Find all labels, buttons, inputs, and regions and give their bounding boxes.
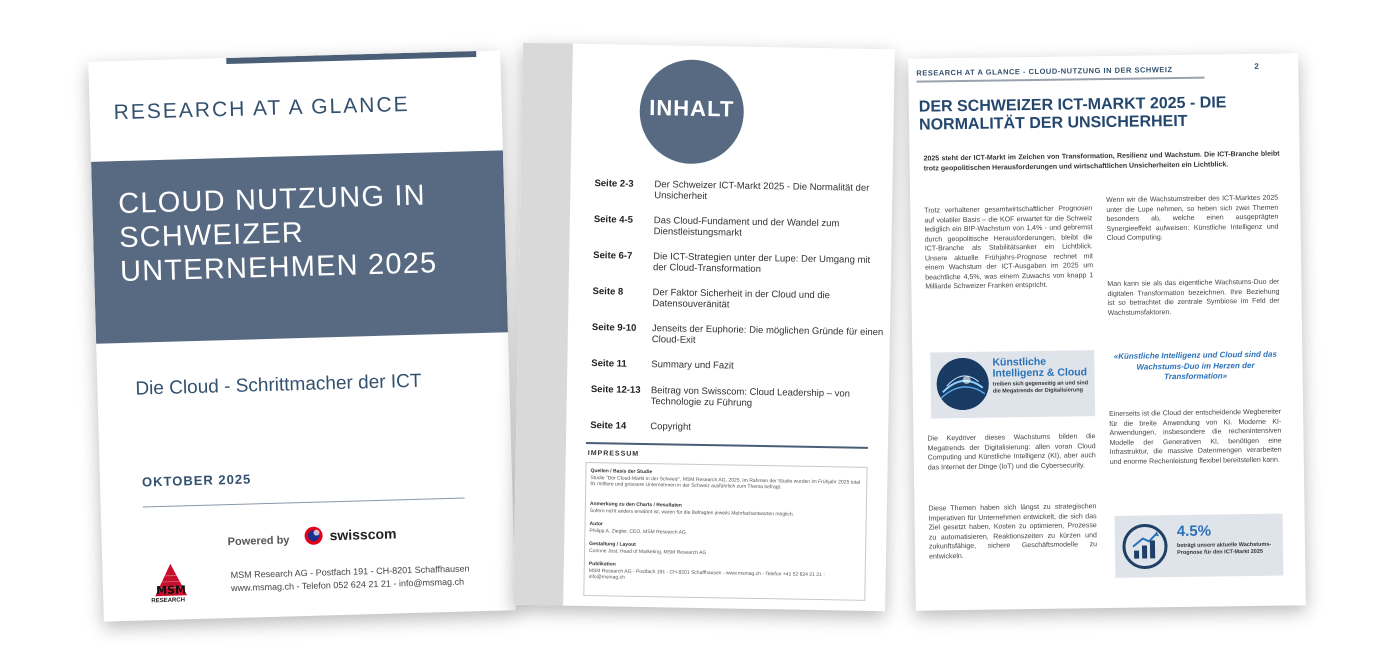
impressum-text: Corinne Jost, Head of Marketing, MSM Research AG <box>589 548 707 557</box>
growth-stat-value: 4.5% <box>1176 522 1212 541</box>
impressum-text: Sofern nicht anders erwähnt ist, waren für die Befragten jeweils Mehrfachantworten möglich. <box>589 508 795 518</box>
toc-entry-page: Seite 8 <box>592 286 624 298</box>
toc-entry-page: Seite 9-10 <box>591 322 637 334</box>
impressum-label: Autor <box>589 521 603 528</box>
svg-text:MSM: MSM <box>155 583 187 598</box>
toc-entry-title: Jenseits der Euphorie: Die möglichen Gründe für einen Cloud-Exit <box>651 323 884 346</box>
cover-subtitle: Die Cloud - Schrittmacher der ICT <box>135 370 422 400</box>
toc-heading-circle <box>639 59 745 165</box>
growth-chart-icon <box>1121 522 1170 571</box>
powered-by-label: Powered by <box>227 534 290 549</box>
ki-callout-title: Künstliche Intelligenz & Cloud <box>992 355 1088 380</box>
toc-entry-title: Der Schweizer ICT-Markt 2025 - Die Normalität der Unsicherheit <box>654 179 870 203</box>
impressum-label: Gestaltung / Layout <box>589 541 636 548</box>
publisher-address: MSM Research AG - Postfach 191 - CH-8201 Schaffhausen <box>230 563 470 581</box>
article-paragraph: Man kann sie als das eigentliche Wachstums-Duo der digitalen Transformation bezeichnen. Ihre Beziehung ist so betrachtet die zentrale Symbiose im Feld der Wachstumsfaktoren. <box>1107 278 1280 317</box>
header-rule <box>916 77 1204 83</box>
toc-entry-title: Beitrag von Swisscom: Cloud Leadership – von Technologie zu Führung <box>650 385 851 409</box>
impressum-box <box>583 462 867 601</box>
toc-entry-page: Seite 2-3 <box>594 178 634 190</box>
impressum-divider <box>586 442 868 449</box>
toc-entry-title: Die ICT-Strategien unter der Lupe: Der Umgang mit der Cloud-Transformation <box>652 251 871 275</box>
toc-entry <box>592 286 883 311</box>
page-number: 2 <box>1254 61 1259 71</box>
article-page <box>908 53 1306 610</box>
growth-stat-callout <box>1115 514 1284 578</box>
cover-top-bar <box>226 51 476 64</box>
impressum-label: Quellen / Basis der Studie <box>590 468 653 476</box>
toc-entry-page: Seite 14 <box>590 420 627 432</box>
toc-entry-title: Der Faktor Sicherheit in der Cloud und die Datensouveränität <box>652 287 831 311</box>
toc-entry <box>594 178 885 203</box>
cover-title-band <box>91 150 508 343</box>
toc-entry-title: Copyright <box>650 421 692 433</box>
toc-entry <box>593 250 883 275</box>
toc-entry-page: Seite 12-13 <box>590 384 641 396</box>
toc-heading: INHALT <box>649 95 735 122</box>
toc-page <box>513 43 895 611</box>
facing-page-strip <box>513 43 573 606</box>
impressum-label: Publikation <box>588 561 616 568</box>
article-paragraph: Trotz verhaltener gesamtwirtschaftlicher Prognosen auf volatiler Basis – die KOF erwartet für die Schweiz lediglich ein BIP-Wachstum von 1,4% - und gebremst durch geopolitische Herausforderungen, bleibt die ICT-Branche als Stabilitätsanker ein Lichtblick. Unsere aktuelle Frühjahrs-Prognose rechnet mit einem Wachstum der ICT-Ausgaben im 2025 um beachtliche 4,5%, was einem Zuwachs von knapp 1 Milliarde Schweizer Franken entspricht. <box>924 205 1094 291</box>
impressum-text: Philipp A. Ziegler, CEO, MSM Research AG <box>589 528 686 536</box>
cover-divider <box>143 498 465 508</box>
article-paragraph: Die Keydriver dieses Wachstums bilden die Megatrends der Digitalisierung: allen voran Cloud Computing und Künstliche Intelligenz (KI), aber auch das Internet der Dinge (IoT) und die Cybersecurity. <box>927 433 1096 472</box>
toc-entry-page: Seite 11 <box>591 358 627 370</box>
toc-entry <box>591 358 881 372</box>
toc-entry <box>593 214 884 239</box>
msm-logo-text: RESEARCH <box>151 597 186 605</box>
cover-title: CLOUD NUTZUNG IN SCHWEIZER UNTERNEHMEN 2025 <box>117 179 438 289</box>
growth-stat-text: beträgt unsere aktuelle Wachstums-Prognose für den ICT-Markt 2025 <box>1176 541 1272 556</box>
sponsor-name: swisscom <box>329 525 397 544</box>
article-headline: DER SCHWEIZER ICT-MARKT 2025 - DIE NORMALITÄT DER UNSICHERHEIT <box>918 94 1227 134</box>
swisscom-logo-icon <box>303 525 324 546</box>
article-paragraph: Diese Themen haben sich längst zu strategischen Imperativen für Unternehmen entwickelt, die sich das Ziel gesetzt haben, Kosten zu optimieren, Prozesse zu automatisieren, Reaktionszeiten zu kürzen und zukunftsfähige, sichere Geschäftsmodelle zu entwickeln. <box>928 503 1098 561</box>
ki-cloud-callout <box>930 350 1095 418</box>
toc-entry-title: Summary und Fazit <box>651 359 734 372</box>
article-paragraph: Wenn wir die Wachstumstreiber des ICT-Marktes 2025 unter die Lupe nehmen, so heben sich zwei Themen besonders ab, welche einen ausgeprägten Synergieeffekt aufweisen: Künstliche Intelligenz und Cloud Computing. <box>1106 194 1279 242</box>
toc-entry <box>591 322 884 346</box>
cover-date: OKTOBER 2025 <box>141 471 252 490</box>
impressum-text: Studie "Der Cloud-Markt in der Schweiz", MSM Research AG, 2025. Im Rahmen der Studie wurden im Frühjahr 2025 total 91 mittlere und grössere Unternehmen in der Schweiz ausführlich zum Thema befragt. <box>590 475 861 491</box>
impressum-heading: IMPRESSUM <box>587 449 640 458</box>
toc-entry-page: Seite 4-5 <box>593 214 634 226</box>
toc-entry-title: Das Cloud-Fundament und der Wandel zum Dienstleistungsmarkt <box>653 215 840 239</box>
toc-entry <box>590 420 880 433</box>
impressum-text: MSM Research AG - Postfach 191 - CH-8201 Schaffhausen - www.msmag.ch - Telefon +41 52 624 21 21 - info@msmag.ch <box>588 568 825 581</box>
running-header: RESEARCH AT A GLANCE - CLOUD-NUTZUNG IN DER SCHWEIZ <box>916 65 1173 78</box>
impressum-label: Anmerkung zu den Charts / Resultaten <box>589 501 682 509</box>
ki-cloud-graphic-icon <box>936 358 989 411</box>
toc-entry-page: Seite 6-7 <box>593 250 633 262</box>
pull-quote: «Künstliche Intelligenz und Cloud sind das Wachstums-Duo im Herzen der Transformation» <box>1113 349 1277 382</box>
cover-page <box>88 50 515 621</box>
ki-callout-text: treiben sich gegenseitig an und sind die Megatrends der Digitalisierung <box>992 380 1089 395</box>
toc-entry <box>590 384 881 409</box>
cover-kicker: RESEARCH AT A GLANCE <box>113 92 410 125</box>
article-lead: 2025 steht der ICT-Markt im Zeichen von Transformation, Resilienz und Wachstum. Die ICT-Branche bleibt trotz geopolitischen Herausforderungen und wirtschaftlichen Unsicherheiten ein Lichtblick. <box>923 150 1280 173</box>
publisher-contact: www.msmag.ch - Telefon 052 624 21 21 - info@msmag.ch <box>230 576 465 594</box>
article-paragraph: Einerseits ist die Cloud der entscheidende Wegbereiter für die breite Anwendung von KI. Moderne KI-Anwendungen, insbesondere die rechenintensiven Modelle der Generativen KI, benötigen eine Infrastruktur, die massive Datenmengen verarbeiten und enorme Rechenleistung flexibel bereitstellen kann. <box>1109 408 1282 466</box>
